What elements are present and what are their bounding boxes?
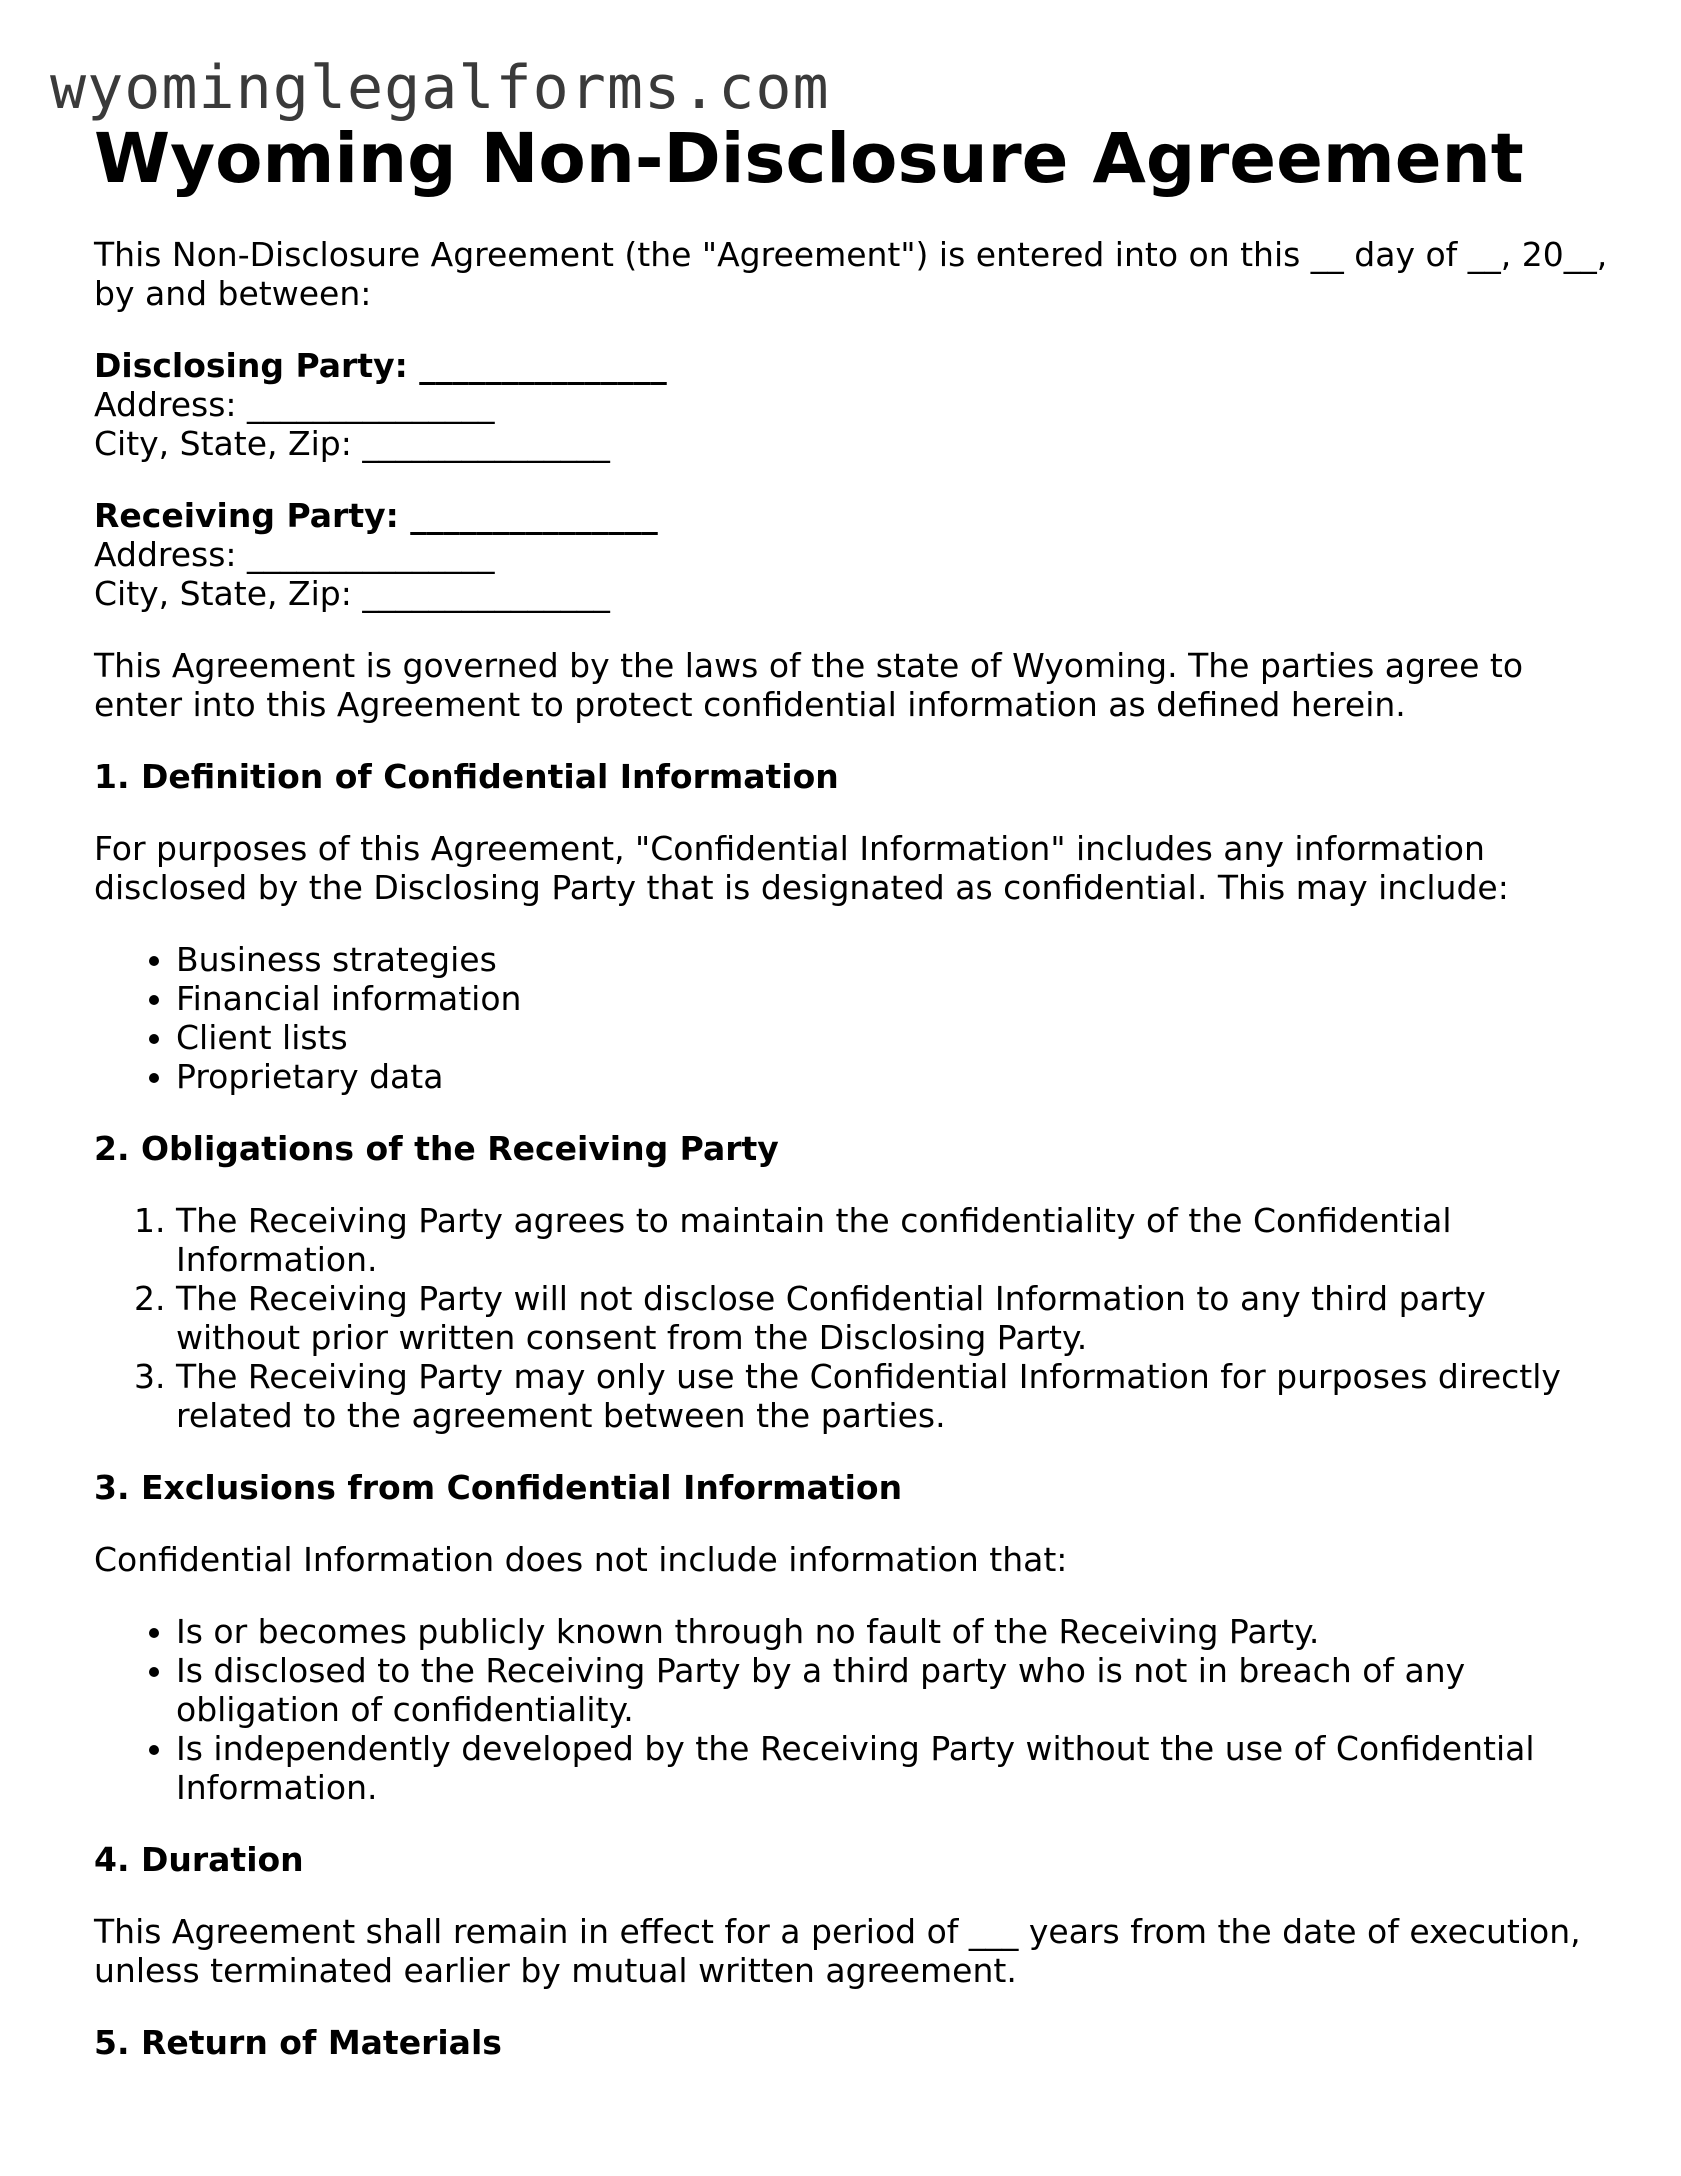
list-item: • Proprietary data: [176, 1057, 1614, 1096]
list-item: 1. The Receiving Party agrees to maintain the confidentiality of the Confidential Information.: [176, 1201, 1614, 1279]
section-3-text: Confidential Information does not include information that:: [94, 1540, 1068, 1579]
section-5-heading: 5. Return of Materials: [94, 2023, 502, 2062]
section-2-heading: 2. Obligations of the Receiving Party: [94, 1129, 779, 1168]
list-item: • Is disclosed to the Receiving Party by a third party who is not in breach of any obligation of confidentiality.: [176, 1651, 1614, 1729]
watermark: wyominglegalforms.com: [50, 53, 830, 123]
section-2-list: [94, 1201, 1614, 1435]
disclosing-party-label: Disclosing Party: _______________: [94, 346, 667, 385]
governing-law-paragraph: This Agreement is governed by the laws of the state of Wyoming. The parties agree to enter into this Agreement to protect confidential information as defined herein.: [94, 646, 1524, 724]
disclosing-party-city: City, State, Zip: _______________: [94, 424, 610, 463]
section-4-heading: 4. Duration: [94, 1840, 304, 1879]
section-1-text: For purposes of this Agreement, "Confidential Information" includes any information disclosed by the Disclosing Party that is designated as confidential. This may include:: [94, 829, 1509, 907]
list-item: • Is independently developed by the Receiving Party without the use of Confidential Information.: [176, 1729, 1614, 1807]
intro-paragraph: This Non-Disclosure Agreement (the "Agreement") is entered into on this __ day of __, 20__, by and between:: [94, 235, 1608, 313]
receiving-party-address: Address: _______________: [94, 535, 495, 574]
list-item: • Is or becomes publicly known through no fault of the Receiving Party.: [176, 1612, 1614, 1651]
receiving-party-label: Receiving Party: _______________: [94, 496, 658, 535]
section-3-heading: 3. Exclusions from Confidential Information: [94, 1468, 903, 1507]
list-item: 2. The Receiving Party will not disclose Confidential Information to any third party without prior written consent from the Disclosing Party.: [176, 1279, 1614, 1357]
section-1-heading: 1. Definition of Confidential Information: [94, 757, 839, 796]
disclosing-party-address: Address: _______________: [94, 385, 495, 424]
list-item: • Financial information: [176, 979, 1614, 1018]
list-item: • Business strategies: [176, 940, 1614, 979]
document: [94, 115, 1614, 2062]
list-item: • Client lists: [176, 1018, 1614, 1057]
section-4-text: This Agreement shall remain in effect for a period of ___ years from the date of execution, unless terminated earlier by mutual written agreement.: [94, 1912, 1581, 1990]
receiving-party-block: [94, 496, 1614, 613]
list-item: 3. The Receiving Party may only use the Confidential Information for purposes directly related to the agreement between the parties.: [176, 1357, 1614, 1435]
receiving-party-city: City, State, Zip: _______________: [94, 574, 610, 613]
disclosing-party-block: [94, 346, 1614, 463]
section-3-list: [94, 1612, 1614, 1807]
section-1-list: [94, 940, 1614, 1096]
page-title: Wyoming Non-Disclosure Agreement: [94, 119, 1524, 199]
